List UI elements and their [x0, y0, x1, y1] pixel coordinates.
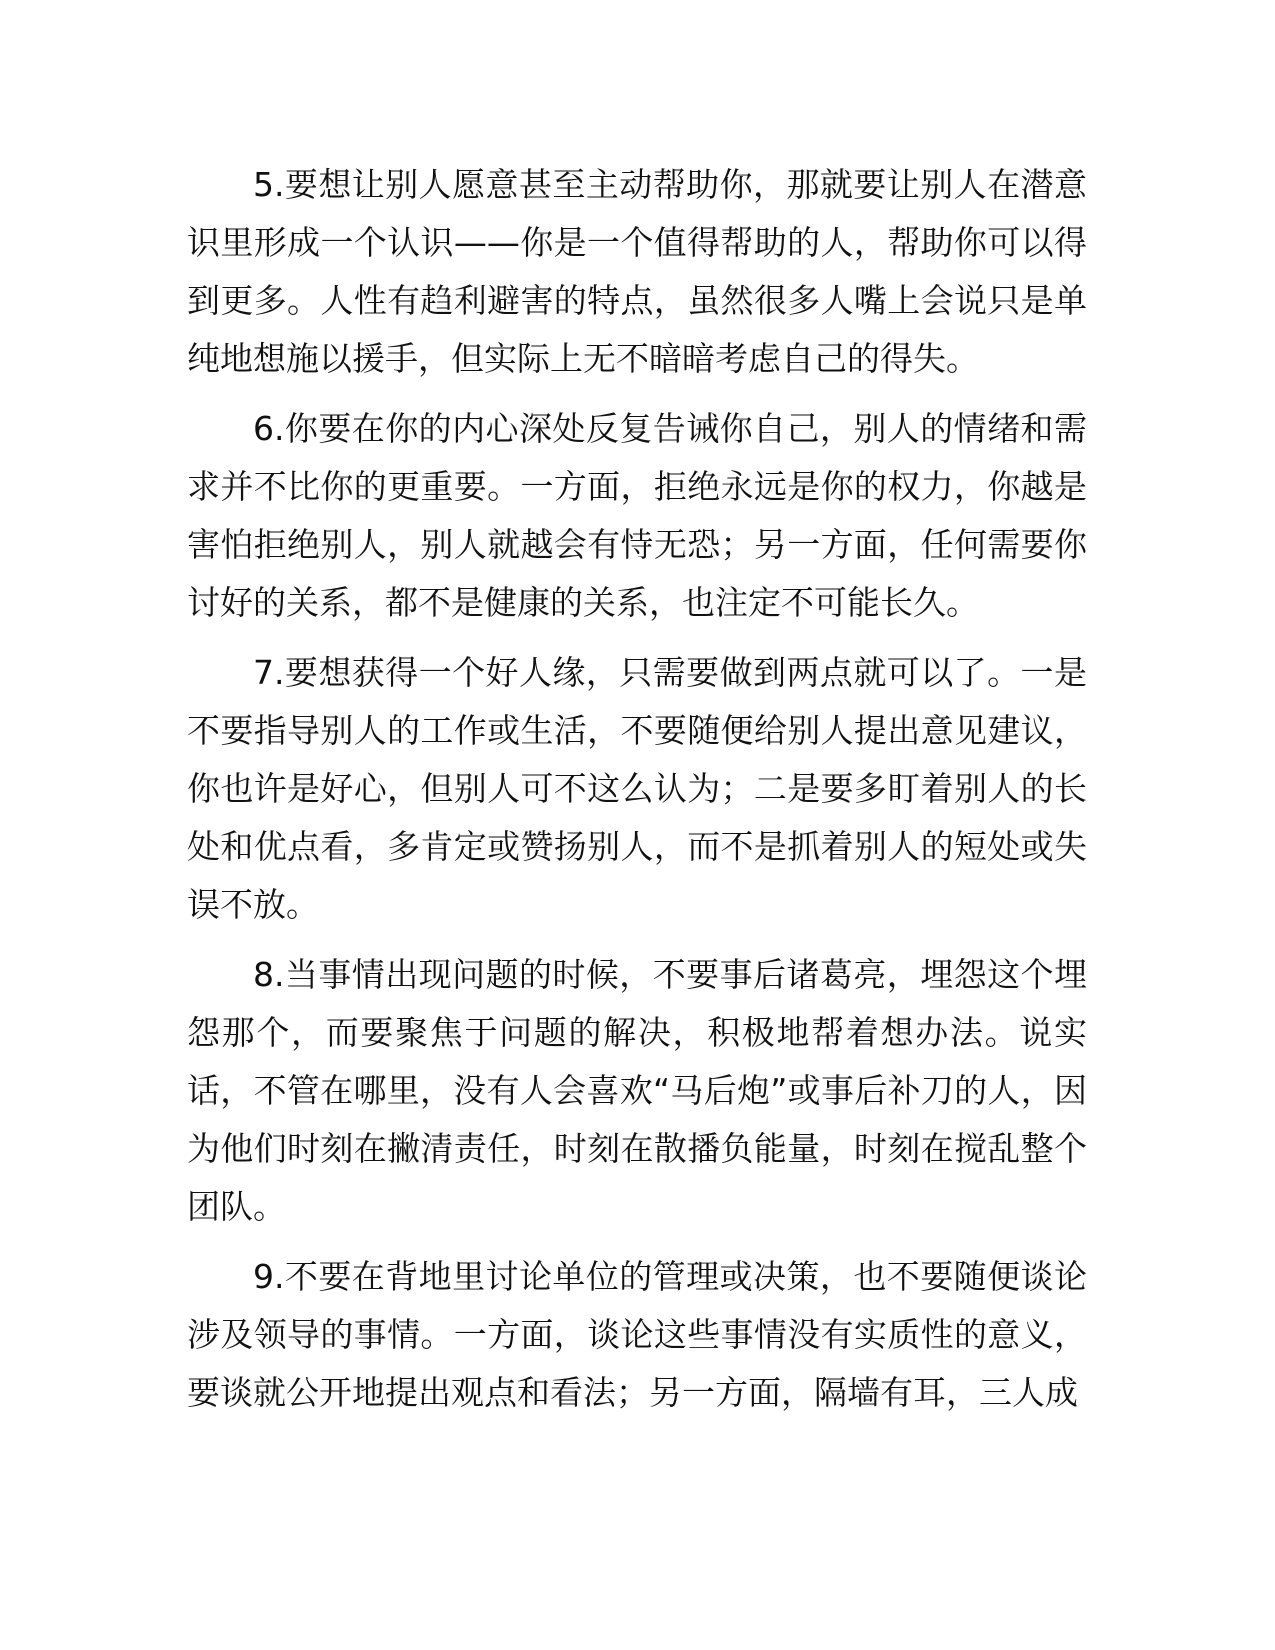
paragraph-7: 7.要想获得一个好人缘，只需要做到两点就可以了。一是不要指导别人的工作或生活，不要随便给别人提出意见建议，你也许是好心，但别人可不这么认为；二是要多盯着别人的长处和优点看，多肯定或赞扬别人，而不是抓着别人的短处或失误不放。	[187, 653, 1087, 924]
paragraph-9: 9.不要在背地里讨论单位的管理或决策，也不要随便谈论涉及领导的事情。一方面，谈论这些事情没有实质性的意义，要谈就公开地提出观点和看法；另一方面，隔墙有耳，三人成	[187, 1257, 1087, 1412]
paragraph-8: 8.当事情出现问题的时候，不要事后诸葛亮，埋怨这个埋怨那个，而要聚焦于问题的解决，积极地帮着想办法。说实话，不管在哪里，没有人会喜欢“马后炮”或事后补刀的人，因为他们时刻在撇清责任，时刻在散播负能量，时刻在搅乱整个团队。	[187, 955, 1087, 1226]
document-body	[187, 156, 1087, 1434]
paragraph-6: 6.你要在你的内心深处反复告诫你自己，别人的情绪和需求并不比你的更重要。一方面，拒绝永远是你的权力，你越是害怕拒绝别人，别人就越会有恃无恐；另一方面，任何需要你讨好的关系，都不是健康的关系，也注定不可能长久。	[187, 409, 1087, 622]
paragraph-5: 5.要想让别人愿意甚至主动帮助你，那就要让别人在潜意识里形成一个认识——你是一个值得帮助的人，帮助你可以得到更多。人性有趋利避害的特点，虽然很多人嘴上会说只是单纯地想施以援手，但实际上无不暗暗考虑自己的得失。	[187, 165, 1087, 378]
